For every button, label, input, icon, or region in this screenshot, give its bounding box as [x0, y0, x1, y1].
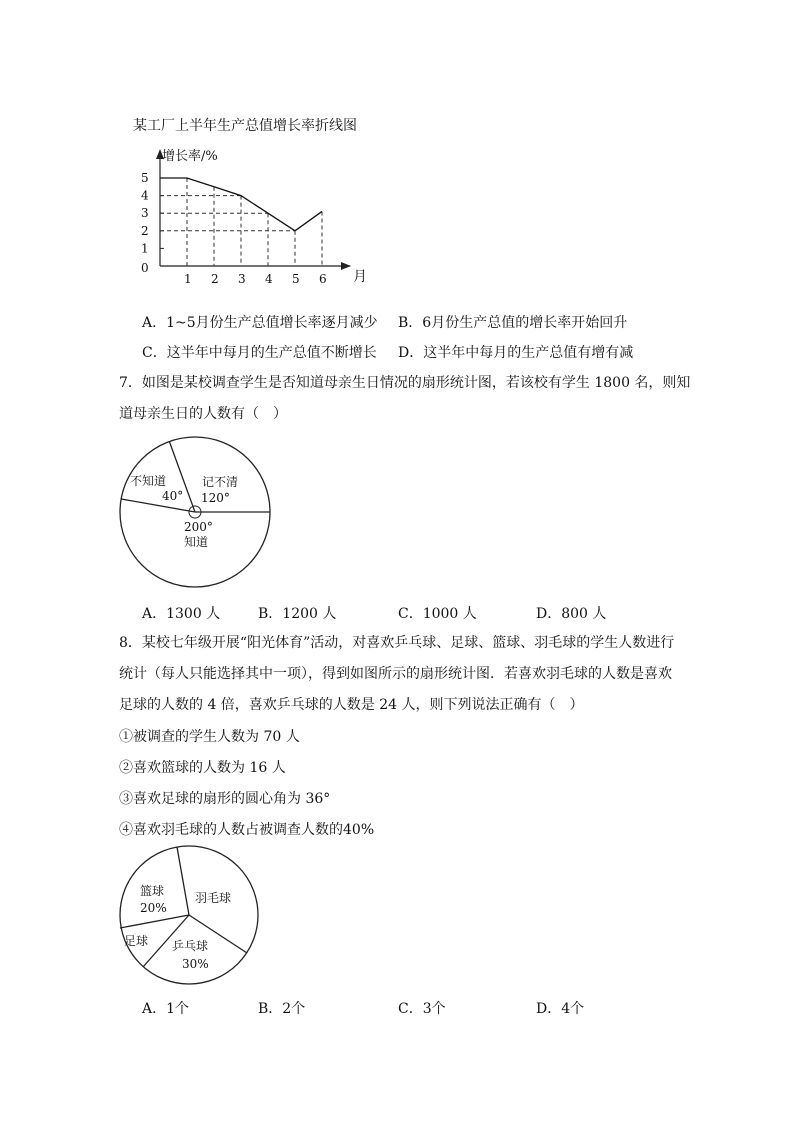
q8-option-a[interactable]: A．1个 — [142, 1001, 190, 1017]
x-axis-label: 月 — [353, 269, 367, 285]
x-axis-arrow — [341, 262, 351, 270]
q6-option-c[interactable]: C．这半年中每月的生产总值不断增长 — [142, 345, 377, 361]
x-tick-label: 3 — [238, 272, 246, 286]
q7-label-buzhidao: 不知道 — [130, 474, 167, 488]
q7-slice-edge-left — [121, 499, 195, 512]
q6-chart-title: 某工厂上半年生产总值增长率折线图 — [133, 118, 357, 134]
q7-stem-line1: 7．如图是某校调查学生是否知道母亲生日情况的扇形统计图，若该校有学生 1800 名，则知 — [119, 375, 691, 391]
q7-option-d[interactable]: D．800 人 — [536, 606, 607, 622]
q8-slice-edge-top — [177, 847, 189, 915]
q8-stem-line3: 足球的人数的 4 倍，喜欢乒乓球的人数是 24 人，则下列说法正确有（ ） — [119, 697, 584, 713]
y-tick-label: 4 — [141, 188, 149, 203]
q8-value-lanqiu: 20% — [140, 901, 167, 915]
q7-value-jibuqing: 120° — [201, 491, 230, 505]
x-tick-label: 5 — [292, 272, 300, 286]
q8-statement-2: ②喜欢篮球的人数为 16 人 — [119, 760, 286, 776]
q7-pie-chart — [110, 430, 290, 600]
q8-value-pingpangqiu: 30% — [182, 957, 209, 971]
q7-value-buzhidao: 40° — [162, 489, 184, 503]
q7-label-zhidao: 知道 — [184, 535, 209, 549]
q8-option-c[interactable]: C．3个 — [398, 1001, 446, 1017]
y-tick-label: 1 — [141, 241, 149, 256]
q6-option-d[interactable]: D．这半年中每月的生产总值有增有减 — [398, 345, 634, 361]
q8-stem-line2: 统计（每人只能选择其中一项），得到如图所示的扇形统计图．若喜欢羽毛球的人数是喜欢 — [119, 666, 672, 682]
q6-option-b[interactable]: B．6月份生产总值的增长率开始回升 — [398, 315, 628, 331]
y-axis-label: 增长率/% — [162, 149, 218, 164]
q8-option-b[interactable]: B．2个 — [258, 1001, 306, 1017]
y-tick-label: 3 — [141, 206, 149, 221]
q7-option-b[interactable]: B．1200 人 — [258, 606, 337, 622]
q7-option-a[interactable]: A．1300 人 — [142, 606, 221, 622]
q7-option-c[interactable]: C．1000 人 — [398, 606, 477, 622]
q8-statement-1: ①被调查的学生人数为 70 人 — [119, 729, 300, 745]
q7-value-zhidao: 200° — [184, 520, 213, 534]
origin-label: 0 — [141, 261, 149, 275]
q8-statement-3: ③喜欢足球的扇形的圆心角为 36° — [119, 791, 331, 807]
x-tick-label: 1 — [184, 272, 192, 286]
y-tick-label: 5 — [141, 171, 149, 185]
q8-label-lanqiu: 篮球 — [140, 884, 165, 898]
x-tick-label: 6 — [319, 272, 327, 286]
q8-stem-line1: 8．某校七年级开展“阳光体育”活动，对喜欢乒乓球、足球、篮球、羽毛球的学生人数进行 — [119, 635, 675, 651]
q8-label-zuqiu: 足球 — [124, 934, 149, 948]
q8-option-d[interactable]: D．4个 — [536, 1001, 585, 1017]
q7-label-jibuqing: 记不清 — [202, 475, 239, 489]
q8-label-yumaoqiu: 羽毛球 — [195, 891, 232, 905]
x-tick-label: 2 — [211, 272, 219, 286]
q8-pie-chart — [110, 850, 270, 1000]
q6-option-a[interactable]: A．1~5月份生产总值增长率逐月减少 — [142, 315, 378, 331]
q8-label-pingpangqiu: 乒乓球 — [172, 939, 209, 953]
x-tick-label: 4 — [265, 272, 273, 286]
q6-line-chart — [130, 140, 367, 290]
q8-statement-4: ④喜欢羽毛球的人数占被调查人数的40% — [119, 822, 375, 838]
q7-stem-line2: 道母亲生日的人数有（ ） — [119, 406, 287, 422]
y-tick-label: 2 — [141, 223, 149, 238]
